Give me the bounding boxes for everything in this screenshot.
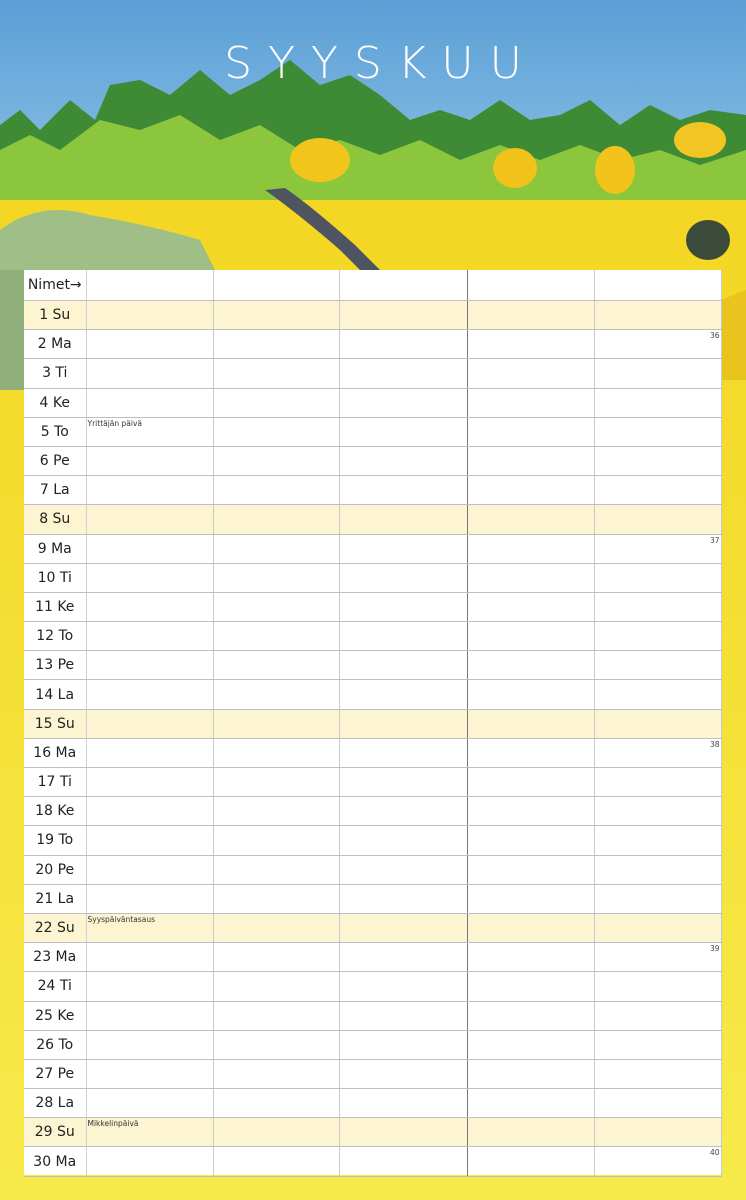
day-row [24, 709, 721, 738]
day-cell[interactable] [213, 505, 339, 534]
day-label: 13 Pe [24, 651, 86, 680]
day-cell[interactable] [339, 534, 467, 563]
day-label: 15 Su [24, 709, 86, 738]
day-cell[interactable] [213, 476, 339, 505]
day-cell[interactable] [339, 388, 467, 417]
day-row [24, 1059, 721, 1088]
day-cell[interactable] [339, 972, 467, 1001]
day-cell[interactable] [467, 301, 594, 330]
day-row [24, 738, 721, 767]
day-cell[interactable] [86, 972, 213, 1001]
day-label: 7 La [24, 476, 86, 505]
day-label: 16 Ma [24, 738, 86, 767]
day-cell[interactable] [467, 592, 594, 621]
day-cell[interactable] [339, 563, 467, 592]
day-cell[interactable] [467, 1001, 594, 1030]
day-label: 29 Su [24, 1118, 86, 1147]
day-cell[interactable] [594, 1089, 721, 1118]
day-cell[interactable] [339, 476, 467, 505]
day-row [24, 651, 721, 680]
day-row [24, 680, 721, 709]
day-cell[interactable] [86, 446, 213, 475]
day-label: 12 To [24, 622, 86, 651]
day-cell[interactable] [213, 592, 339, 621]
day-cell[interactable] [213, 1089, 339, 1118]
day-cell[interactable] [594, 738, 721, 767]
day-cell[interactable] [213, 826, 339, 855]
day-row [24, 1089, 721, 1118]
day-label: 3 Ti [24, 359, 86, 388]
day-cell[interactable] [86, 913, 213, 942]
holiday-note: Yrittäjän päivä [87, 418, 143, 428]
day-cell[interactable] [86, 622, 213, 651]
day-cell[interactable] [339, 826, 467, 855]
day-row [24, 1001, 721, 1030]
day-cell[interactable] [339, 709, 467, 738]
day-label: 8 Su [24, 505, 86, 534]
day-row [24, 943, 721, 972]
day-cell[interactable] [339, 622, 467, 651]
day-cell[interactable] [339, 417, 467, 446]
day-cell[interactable] [213, 1030, 339, 1059]
day-cell[interactable] [213, 855, 339, 884]
day-cell[interactable] [213, 884, 339, 913]
day-row [24, 1030, 721, 1059]
day-row [24, 622, 721, 651]
day-cell[interactable] [213, 680, 339, 709]
month-title: SYYSKUU [224, 38, 538, 89]
day-cell[interactable] [467, 797, 594, 826]
day-cell[interactable] [339, 359, 467, 388]
day-cell[interactable] [467, 446, 594, 475]
day-cell[interactable] [594, 709, 721, 738]
day-row [24, 826, 721, 855]
day-cell[interactable] [594, 1001, 721, 1030]
name-cell[interactable] [594, 270, 721, 301]
day-cell[interactable] [339, 330, 467, 359]
day-cell[interactable] [594, 972, 721, 1001]
day-cell[interactable] [594, 534, 721, 563]
day-cell[interactable] [213, 330, 339, 359]
week-number: 40 [709, 1148, 720, 1158]
day-cell[interactable] [339, 505, 467, 534]
day-cell[interactable] [467, 1030, 594, 1059]
day-label: 14 La [24, 680, 86, 709]
week-number: 39 [709, 944, 720, 954]
day-cell[interactable] [467, 826, 594, 855]
day-cell[interactable] [467, 359, 594, 388]
day-cell[interactable] [467, 563, 594, 592]
day-label: 1 Su [24, 301, 86, 330]
day-cell[interactable] [594, 1030, 721, 1059]
day-cell[interactable] [594, 622, 721, 651]
day-cell[interactable] [467, 884, 594, 913]
name-cell[interactable] [213, 270, 339, 301]
day-cell[interactable] [213, 972, 339, 1001]
day-cell[interactable] [467, 680, 594, 709]
day-cell[interactable] [213, 446, 339, 475]
day-cell[interactable] [213, 1147, 339, 1176]
day-cell[interactable] [594, 913, 721, 942]
day-row [24, 563, 721, 592]
day-cell[interactable] [339, 446, 467, 475]
day-cell[interactable] [86, 826, 213, 855]
day-label: 10 Ti [24, 563, 86, 592]
day-cell[interactable] [86, 301, 213, 330]
day-label: 25 Ke [24, 1001, 86, 1030]
day-row [24, 476, 721, 505]
day-row [24, 972, 721, 1001]
day-cell[interactable] [86, 1118, 213, 1147]
day-cell[interactable] [467, 388, 594, 417]
day-cell[interactable] [213, 738, 339, 767]
day-cell[interactable] [594, 476, 721, 505]
day-label: 19 To [24, 826, 86, 855]
day-cell[interactable] [467, 1118, 594, 1147]
day-cell[interactable] [467, 330, 594, 359]
day-cell[interactable] [467, 768, 594, 797]
day-row [24, 797, 721, 826]
day-cell[interactable] [594, 884, 721, 913]
day-cell[interactable] [467, 1059, 594, 1088]
calendar-table [24, 270, 722, 1177]
day-label: 22 Su [24, 913, 86, 942]
day-row [24, 330, 721, 359]
day-cell[interactable] [339, 1001, 467, 1030]
day-cell[interactable] [339, 651, 467, 680]
day-cell[interactable] [467, 738, 594, 767]
day-row [24, 913, 721, 942]
day-cell[interactable] [467, 534, 594, 563]
day-cell[interactable] [86, 592, 213, 621]
day-cell[interactable] [467, 1147, 594, 1176]
week-number: 37 [709, 535, 720, 545]
day-cell[interactable] [86, 709, 213, 738]
day-row [24, 1118, 721, 1147]
day-cell[interactable] [86, 417, 213, 446]
day-cell[interactable] [339, 301, 467, 330]
day-cell[interactable] [86, 680, 213, 709]
day-cell[interactable] [467, 622, 594, 651]
day-cell[interactable] [594, 505, 721, 534]
day-cell[interactable] [86, 1059, 213, 1088]
day-cell[interactable] [467, 417, 594, 446]
day-cell[interactable] [213, 534, 339, 563]
day-row [24, 855, 721, 884]
day-cell[interactable] [213, 797, 339, 826]
day-cell[interactable] [339, 592, 467, 621]
day-cell[interactable] [86, 1089, 213, 1118]
day-label: 4 Ke [24, 388, 86, 417]
day-cell[interactable] [339, 913, 467, 942]
day-cell[interactable] [213, 651, 339, 680]
day-cell[interactable] [594, 768, 721, 797]
day-cell[interactable] [467, 476, 594, 505]
day-label: 5 To [24, 417, 86, 446]
names-label: Nimet→ [24, 270, 86, 301]
day-cell[interactable] [213, 1059, 339, 1088]
day-cell[interactable] [594, 1059, 721, 1088]
day-cell[interactable] [86, 359, 213, 388]
day-cell[interactable] [594, 359, 721, 388]
holiday-note: Mikkelinpäivä [87, 1119, 139, 1129]
day-cell[interactable] [86, 505, 213, 534]
day-label: 27 Pe [24, 1059, 86, 1088]
day-row [24, 534, 721, 563]
day-label: 17 Ti [24, 768, 86, 797]
day-cell[interactable] [339, 1030, 467, 1059]
day-cell[interactable] [339, 1118, 467, 1147]
day-cell[interactable] [213, 768, 339, 797]
day-row [24, 359, 721, 388]
day-cell[interactable] [594, 826, 721, 855]
day-cell[interactable] [594, 943, 721, 972]
day-cell[interactable] [594, 301, 721, 330]
week-number: 38 [709, 739, 720, 749]
day-row [24, 446, 721, 475]
day-cell[interactable] [467, 709, 594, 738]
calendar-sheet [24, 270, 721, 1175]
day-row [24, 1147, 721, 1176]
day-cell[interactable] [213, 913, 339, 942]
day-cell[interactable] [467, 855, 594, 884]
day-cell[interactable] [339, 768, 467, 797]
day-cell[interactable] [213, 563, 339, 592]
day-label: 11 Ke [24, 592, 86, 621]
day-cell[interactable] [86, 855, 213, 884]
day-label: 6 Pe [24, 446, 86, 475]
day-cell[interactable] [86, 943, 213, 972]
day-row [24, 301, 721, 330]
day-cell[interactable] [594, 563, 721, 592]
day-cell[interactable] [86, 797, 213, 826]
name-cell[interactable] [339, 270, 467, 301]
day-cell[interactable] [594, 855, 721, 884]
name-cell[interactable] [86, 270, 213, 301]
day-label: 9 Ma [24, 534, 86, 563]
day-cell[interactable] [339, 884, 467, 913]
day-label: 21 La [24, 884, 86, 913]
day-cell[interactable] [86, 1030, 213, 1059]
day-label: 24 Ti [24, 972, 86, 1001]
day-cell[interactable] [213, 1001, 339, 1030]
day-row [24, 768, 721, 797]
day-cell[interactable] [467, 943, 594, 972]
day-label: 2 Ma [24, 330, 86, 359]
day-label: 28 La [24, 1089, 86, 1118]
day-cell[interactable] [467, 651, 594, 680]
day-cell[interactable] [86, 884, 213, 913]
day-cell[interactable] [86, 330, 213, 359]
day-cell[interactable] [594, 1118, 721, 1147]
day-cell[interactable] [594, 417, 721, 446]
day-row [24, 505, 721, 534]
day-row [24, 417, 721, 446]
day-label: 18 Ke [24, 797, 86, 826]
day-cell[interactable] [86, 563, 213, 592]
day-cell[interactable] [594, 797, 721, 826]
day-cell[interactable] [467, 913, 594, 942]
day-cell[interactable] [213, 301, 339, 330]
day-cell[interactable] [594, 651, 721, 680]
day-label: 30 Ma [24, 1147, 86, 1176]
day-cell[interactable] [467, 972, 594, 1001]
day-cell[interactable] [213, 388, 339, 417]
day-cell[interactable] [213, 622, 339, 651]
day-cell[interactable] [339, 1089, 467, 1118]
day-row [24, 388, 721, 417]
day-cell[interactable] [339, 797, 467, 826]
day-cell[interactable] [86, 1147, 213, 1176]
day-cell[interactable] [86, 651, 213, 680]
day-cell[interactable] [86, 738, 213, 767]
day-cell[interactable] [86, 1001, 213, 1030]
day-label: 20 Pe [24, 855, 86, 884]
name-cell[interactable] [467, 270, 594, 301]
day-row [24, 884, 721, 913]
day-cell[interactable] [594, 1147, 721, 1176]
day-cell[interactable] [594, 592, 721, 621]
day-cell[interactable] [339, 680, 467, 709]
holiday-note: Syyspäiväntasaus [87, 914, 155, 924]
day-cell[interactable] [339, 1059, 467, 1088]
day-cell[interactable] [594, 388, 721, 417]
day-cell[interactable] [86, 476, 213, 505]
day-cell[interactable] [339, 738, 467, 767]
day-cell[interactable] [594, 680, 721, 709]
day-cell[interactable] [213, 417, 339, 446]
day-cell[interactable] [86, 534, 213, 563]
day-cell[interactable] [339, 855, 467, 884]
week-number: 36 [709, 331, 720, 341]
day-label: 23 Ma [24, 943, 86, 972]
day-label: 26 To [24, 1030, 86, 1059]
day-cell[interactable] [213, 359, 339, 388]
day-cell[interactable] [213, 1118, 339, 1147]
day-cell[interactable] [86, 768, 213, 797]
day-cell[interactable] [594, 330, 721, 359]
day-cell[interactable] [339, 943, 467, 972]
header-row [24, 270, 721, 301]
day-cell[interactable] [467, 1089, 594, 1118]
day-cell[interactable] [467, 505, 594, 534]
day-cell[interactable] [86, 388, 213, 417]
day-cell[interactable] [213, 943, 339, 972]
day-cell[interactable] [339, 1147, 467, 1176]
day-cell[interactable] [213, 709, 339, 738]
day-row [24, 592, 721, 621]
day-cell[interactable] [594, 446, 721, 475]
